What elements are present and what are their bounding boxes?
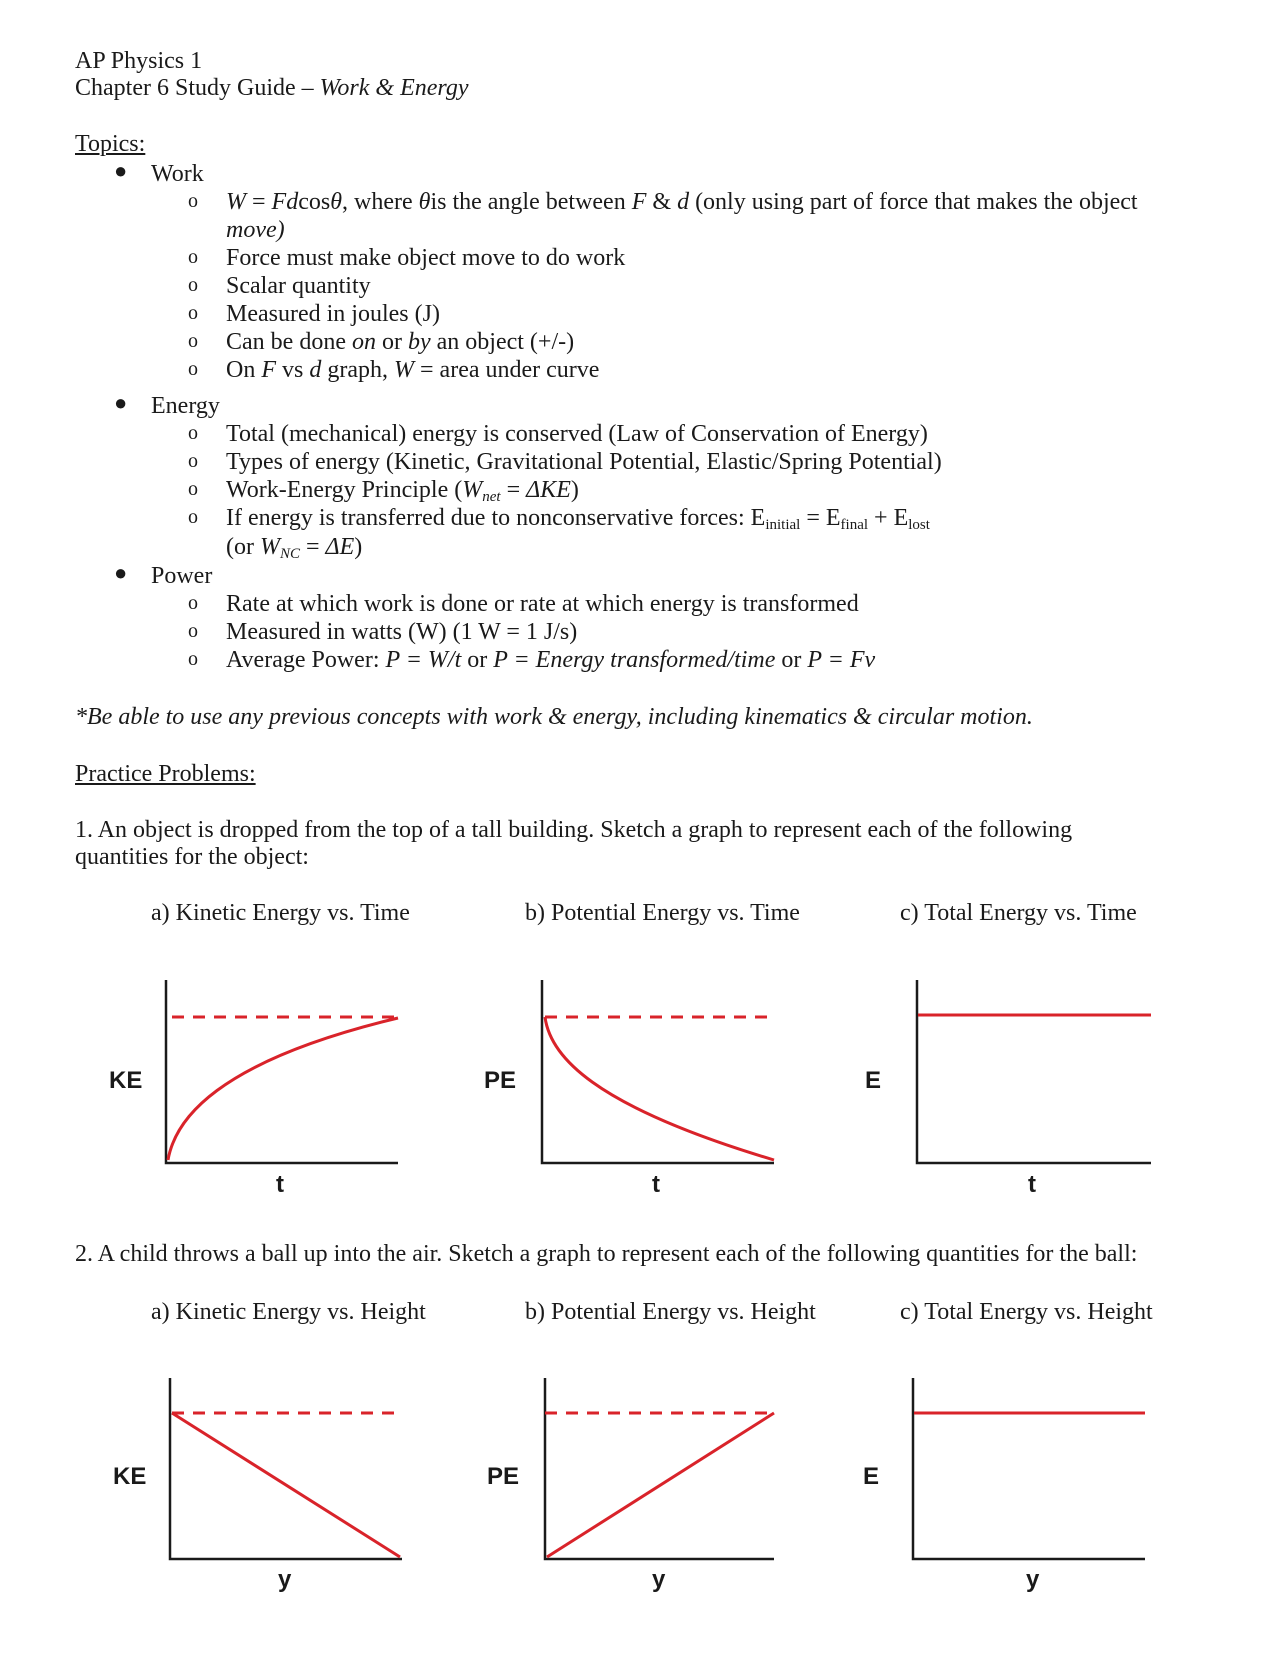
circle-bullet-icon: o: [188, 422, 198, 444]
q1-graph-c-title: c) Total Energy vs. Time: [900, 900, 1137, 926]
q1-graph-b-curve: [545, 1017, 774, 1160]
energy-item-1: Total (mechanical) energy is conserved (Law of Conservation of Energy): [226, 421, 928, 447]
formula-f: F: [271, 189, 287, 215]
circle-bullet-icon: o: [188, 450, 198, 472]
text-on: on: [351, 329, 376, 355]
practice-heading: Practice Problems:: [75, 761, 256, 787]
note: *Be able to use any previous concepts with work & energy, including kinematics & circular motion.: [75, 704, 1033, 730]
work-label: Work: [151, 161, 204, 187]
q2-graph-a-xlabel: y: [278, 1566, 292, 1593]
circle-bullet-icon: o: [188, 358, 198, 380]
subscript: final: [840, 517, 869, 533]
question-2: 2. A child throws a ball up into the air. Sketch a graph to represent each of the following quantities for the ball:: [75, 1241, 1138, 1267]
chapter-topic: Work & Energy: [319, 75, 469, 101]
formula: P = W/t: [385, 647, 462, 673]
text: Work-Energy Principle (: [226, 477, 463, 503]
text: Can be done: [226, 329, 352, 355]
text-de: ΔE: [325, 534, 355, 560]
formula-f: F: [631, 189, 647, 215]
question-1: 1. An object is dropped from the top of a tall building. Sketch a graph to represent each of the following: [75, 817, 1073, 843]
circle-bullet-icon: o: [188, 330, 198, 352]
energy-label: Energy: [151, 393, 220, 419]
work-item-2: Force must make object move to do work: [226, 245, 626, 271]
formula-text: is the angle between: [430, 189, 632, 215]
q2-graph-b-title: b) Potential Energy vs. Height: [525, 1299, 816, 1325]
q1-graph-a-ylabel: KE: [109, 1067, 143, 1094]
q2-graph-b-axes: [545, 1378, 774, 1559]
text: If energy is transferred due to nonconservative forces: E: [226, 505, 766, 531]
text: Average Power:: [226, 647, 386, 673]
q1-graph-b-xlabel: t: [652, 1171, 660, 1198]
text: =: [300, 534, 326, 560]
formula-text: (only using part of force that makes the object: [689, 189, 1138, 215]
q2-graph-b-xlabel: y: [652, 1566, 666, 1593]
text-dke: ΔKE: [526, 477, 571, 503]
formula-cos: cos: [298, 189, 331, 215]
formula-eq: =: [246, 189, 272, 215]
q2-graph-a-ylabel: KE: [113, 1463, 147, 1490]
subscript: lost: [908, 517, 930, 533]
work-formula-cont: move): [226, 217, 285, 243]
q2-graph-c-ylabel: E: [863, 1463, 880, 1490]
course-title: AP Physics 1: [75, 48, 203, 74]
q2-graph-c-axes: [913, 1378, 1145, 1559]
q2-graph-a-curve: [172, 1413, 400, 1557]
work-item-3: Scalar quantity: [226, 273, 371, 299]
q1-graph-b-title: b) Potential Energy vs. Time: [525, 900, 800, 926]
q2-graph-a-axes: [170, 1378, 402, 1559]
q1-graph-a-curve: [168, 1018, 398, 1160]
formula-theta: θ: [330, 189, 343, 215]
text-by: by: [407, 329, 431, 355]
formula-w: W: [226, 189, 246, 215]
energy-item-2: Types of energy (Kinetic, Gravitational Potential, Elastic/Spring Potential): [226, 449, 942, 475]
formula-text: &: [646, 189, 678, 215]
formula-theta: θ: [418, 189, 431, 215]
q1-graph-a-axes: [166, 980, 398, 1163]
text: = E: [800, 505, 841, 531]
text-f: F: [261, 357, 277, 383]
text: graph,: [321, 357, 395, 383]
text: ): [570, 477, 579, 503]
text: ): [354, 534, 363, 560]
circle-bullet-icon: o: [188, 592, 198, 614]
q2-graph-c-title: c) Total Energy vs. Height: [900, 1299, 1153, 1325]
formula: P = Fv: [807, 647, 876, 673]
q2-graph-a-title: a) Kinetic Energy vs. Height: [151, 1299, 426, 1325]
q2-graph-c-xlabel: y: [1026, 1566, 1040, 1593]
text: or: [775, 647, 808, 673]
text-d: d: [309, 357, 322, 383]
question-1-cont: quantities for the object:: [75, 844, 309, 870]
text: + E: [868, 505, 909, 531]
circle-bullet-icon: o: [188, 274, 198, 296]
circle-bullet-icon: o: [188, 620, 198, 642]
text: or: [375, 329, 408, 355]
power-item-1: Rate at which work is done or rate at which energy is transformed: [226, 591, 859, 617]
text-w: W: [462, 477, 483, 503]
chapter-prefix: Chapter 6 Study Guide –: [75, 75, 320, 101]
circle-bullet-icon: o: [188, 302, 198, 324]
work-item-4: Measured in joules (J): [226, 301, 440, 327]
bullet-icon: ●: [114, 560, 128, 585]
power-label: Power: [151, 563, 213, 589]
subscript: initial: [765, 517, 801, 533]
q1-graph-a-xlabel: t: [276, 1171, 284, 1198]
circle-bullet-icon: o: [188, 190, 198, 212]
text-w: W: [259, 534, 280, 560]
text: = area under curve: [414, 357, 600, 383]
subscript: NC: [279, 546, 300, 562]
circle-bullet-icon: o: [188, 506, 198, 528]
power-item-2: Measured in watts (W) (1 W = 1 J/s): [226, 619, 578, 645]
circle-bullet-icon: o: [188, 478, 198, 500]
text: an object (+/-): [430, 329, 575, 355]
text: or: [461, 647, 494, 673]
formula-text: , where: [342, 189, 419, 215]
text: On: [226, 357, 262, 383]
text-w: W: [394, 357, 415, 383]
q2-graph-b-ylabel: PE: [487, 1463, 520, 1490]
q1-graph-c-ylabel: E: [865, 1067, 882, 1094]
q1-graph-a-title: a) Kinetic Energy vs. Time: [151, 900, 410, 926]
q2-graph-b-curve: [547, 1413, 774, 1557]
formula-d: d: [677, 189, 690, 215]
subscript: net: [482, 489, 501, 505]
q1-graph-c-xlabel: t: [1028, 1171, 1036, 1198]
formula-d: d: [286, 189, 299, 215]
bullet-icon: ●: [114, 158, 128, 183]
circle-bullet-icon: o: [188, 648, 198, 670]
bullet-icon: ●: [114, 390, 128, 415]
circle-bullet-icon: o: [188, 246, 198, 268]
topics-heading: Topics:: [75, 131, 146, 157]
q1-graph-c-axes: [917, 980, 1151, 1163]
text: =: [500, 477, 527, 503]
text: (or: [226, 534, 260, 560]
text: vs: [276, 357, 310, 383]
formula: P = Energy transformed/time: [493, 647, 776, 673]
q1-graph-b-ylabel: PE: [484, 1067, 517, 1094]
